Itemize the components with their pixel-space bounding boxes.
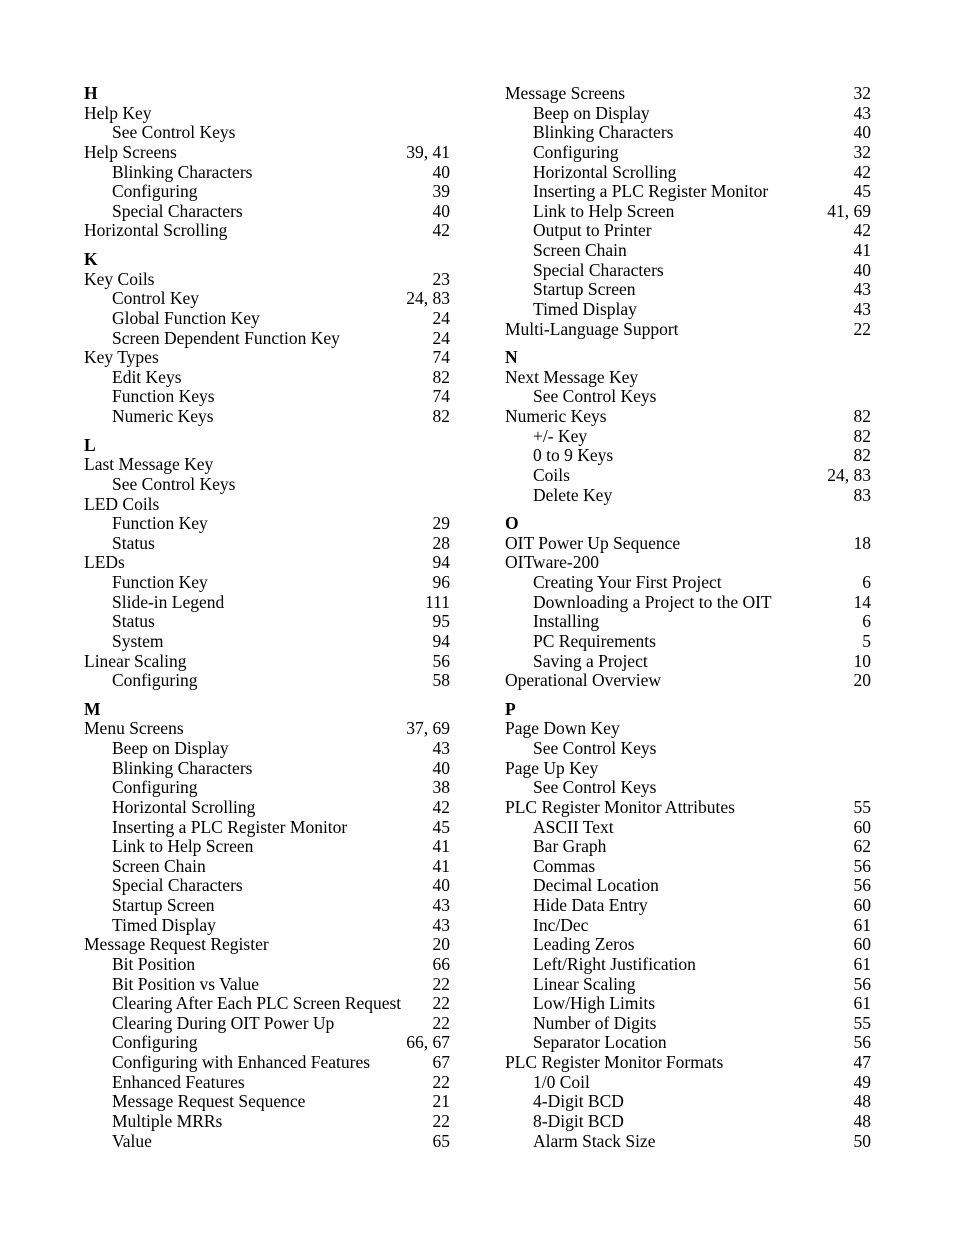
page-number: 20 bbox=[432, 934, 450, 955]
index-term: Blinking Characters bbox=[112, 161, 253, 182]
index-subentry bbox=[505, 896, 871, 916]
index-term: Bit Position bbox=[112, 953, 196, 974]
index-subentry bbox=[505, 202, 871, 222]
index-subentry bbox=[505, 104, 871, 124]
index-subentry bbox=[84, 593, 450, 613]
index-subentry bbox=[84, 1033, 450, 1053]
index-term: Operational Overview bbox=[505, 670, 661, 691]
index-term: See Control Keys bbox=[112, 473, 236, 494]
index-term: Screen Dependent Function Key bbox=[112, 327, 340, 348]
index-term: See Control Keys bbox=[112, 122, 236, 143]
index-entry bbox=[84, 104, 450, 124]
index-term: Link to Help Screen bbox=[533, 200, 675, 221]
index-term: Low/High Limits bbox=[533, 993, 656, 1014]
index-subentry bbox=[505, 261, 871, 281]
page-number: 60 bbox=[853, 895, 871, 915]
page-number: 74 bbox=[432, 347, 450, 368]
index-subentry bbox=[84, 1092, 450, 1112]
page-number: 37, 69 bbox=[406, 718, 450, 739]
index-term: Timed Display bbox=[112, 914, 216, 935]
index-term: Horizontal Scrolling bbox=[84, 220, 228, 241]
page-number: 6 bbox=[862, 611, 871, 632]
section-letter: P bbox=[505, 698, 516, 719]
page-number: 24, 83 bbox=[827, 464, 871, 485]
index-term: Configuring bbox=[112, 670, 198, 691]
index-subentry bbox=[84, 857, 450, 877]
index-subentry bbox=[84, 837, 450, 857]
page-number: 61 bbox=[853, 914, 871, 935]
index-subentry bbox=[84, 368, 450, 388]
index-subentry bbox=[505, 876, 871, 896]
page-number: 56 bbox=[853, 875, 871, 896]
index-term: ASCII Text bbox=[533, 816, 614, 837]
index-entry bbox=[84, 719, 450, 739]
page-number: 18 bbox=[853, 532, 871, 553]
page-number: 24, 83 bbox=[406, 288, 450, 309]
index-term: Help Key bbox=[84, 102, 152, 123]
index-term: Startup Screen bbox=[112, 895, 215, 915]
index-term: +/- Key bbox=[533, 425, 588, 446]
index-subentry bbox=[84, 975, 450, 995]
index-entry bbox=[505, 368, 871, 388]
index-subentry bbox=[505, 123, 871, 143]
index-term: Separator Location bbox=[533, 1032, 667, 1053]
index-subentry bbox=[84, 534, 450, 554]
index-subentry bbox=[505, 573, 871, 593]
index-term: Special Characters bbox=[112, 200, 243, 221]
index-term: Blinking Characters bbox=[533, 122, 674, 143]
page-number: 23 bbox=[432, 268, 450, 289]
page-number: 55 bbox=[853, 796, 871, 817]
index-entry bbox=[505, 759, 871, 779]
index-term: LEDs bbox=[84, 552, 125, 573]
index-entry bbox=[505, 798, 871, 818]
index-entry bbox=[505, 719, 871, 739]
index-term: Menu Screens bbox=[84, 718, 184, 739]
index-subentry bbox=[84, 896, 450, 916]
index-term: Configuring bbox=[112, 181, 198, 202]
index-subentry bbox=[505, 1132, 871, 1152]
page-number: 32 bbox=[853, 83, 871, 103]
index-subentry bbox=[84, 798, 450, 818]
index-subentry bbox=[505, 1073, 871, 1093]
index-term: Last Message Key bbox=[84, 454, 214, 475]
index-subentry bbox=[84, 123, 450, 143]
page-number: 82 bbox=[853, 406, 871, 426]
page-number: 29 bbox=[432, 513, 450, 534]
page-number: 94 bbox=[432, 630, 450, 651]
index-term: PC Requirements bbox=[533, 630, 656, 651]
index-subentry bbox=[505, 280, 871, 300]
page-number: 74 bbox=[432, 386, 450, 407]
index-subentry bbox=[84, 514, 450, 534]
index-subentry bbox=[84, 329, 450, 349]
index-term: Timed Display bbox=[533, 298, 637, 319]
index-term: Delete Key bbox=[533, 484, 613, 505]
page-number: 62 bbox=[853, 836, 871, 857]
index-subentry bbox=[84, 612, 450, 632]
index-term: Commas bbox=[533, 855, 596, 876]
index-subentry bbox=[84, 1014, 450, 1034]
page-number: 40 bbox=[853, 122, 871, 143]
index-subentry bbox=[505, 916, 871, 936]
index-term: Beep on Display bbox=[112, 738, 229, 758]
page-number: 56 bbox=[853, 973, 871, 994]
index-term: PLC Register Monitor Attributes bbox=[505, 796, 735, 817]
index-term: See Control Keys bbox=[533, 738, 657, 758]
index-term: Link to Help Screen bbox=[112, 836, 254, 857]
index-subentry bbox=[505, 387, 871, 407]
index-subentry bbox=[84, 632, 450, 652]
page-number: 40 bbox=[853, 259, 871, 280]
section-letter: M bbox=[84, 698, 101, 719]
page-number: 66, 67 bbox=[406, 1032, 450, 1053]
section-letter: H bbox=[84, 83, 98, 103]
page-number: 42 bbox=[853, 161, 871, 182]
index-term: Creating Your First Project bbox=[533, 572, 722, 592]
index-subentry bbox=[505, 739, 871, 759]
index-entry bbox=[505, 671, 871, 691]
index-subentry bbox=[84, 955, 450, 975]
index-term: Horizontal Scrolling bbox=[533, 161, 677, 182]
page-number: 45 bbox=[432, 816, 450, 837]
index-term: Enhanced Features bbox=[112, 1071, 245, 1092]
page-number: 14 bbox=[853, 591, 871, 612]
index-subentry bbox=[84, 202, 450, 222]
page-number: 22 bbox=[432, 1071, 450, 1092]
page-number: 24 bbox=[432, 307, 450, 328]
index-subentry bbox=[84, 1053, 450, 1073]
index-subentry bbox=[505, 163, 871, 183]
index-subentry bbox=[84, 876, 450, 896]
index-term: 8-Digit BCD bbox=[533, 1110, 624, 1131]
page-number: 42 bbox=[432, 220, 450, 241]
index-term: 0 to 9 Keys bbox=[533, 445, 614, 466]
index-entry bbox=[84, 221, 450, 241]
index-subentry bbox=[505, 1033, 871, 1053]
index-subentry bbox=[505, 300, 871, 320]
page-number: 43 bbox=[853, 298, 871, 319]
index-term: Message Screens bbox=[505, 83, 626, 103]
page-number: 43 bbox=[432, 914, 450, 935]
page-number: 42 bbox=[432, 796, 450, 817]
index-subentry bbox=[84, 309, 450, 329]
index-subentry bbox=[505, 143, 871, 163]
index-term: Key Types bbox=[84, 347, 159, 368]
index-term: Value bbox=[112, 1130, 152, 1151]
page-number: 24 bbox=[432, 327, 450, 348]
index-entry bbox=[84, 652, 450, 672]
index-term: Global Function Key bbox=[112, 307, 260, 328]
index-subentry bbox=[505, 778, 871, 798]
index-term: Bar Graph bbox=[533, 836, 607, 857]
index-entry bbox=[505, 407, 871, 427]
page-number: 49 bbox=[853, 1071, 871, 1092]
index-subentry bbox=[84, 671, 450, 691]
index-term: Decimal Location bbox=[533, 875, 659, 896]
index-term: Screen Chain bbox=[112, 855, 206, 876]
page-number: 42 bbox=[853, 220, 871, 241]
page-number: 43 bbox=[432, 738, 450, 758]
index-term: Control Key bbox=[112, 288, 200, 309]
index-subentry bbox=[505, 241, 871, 261]
index-term: Screen Chain bbox=[533, 240, 627, 260]
index-term: Alarm Stack Size bbox=[533, 1130, 656, 1151]
index-subentry bbox=[84, 1112, 450, 1132]
index-term: See Control Keys bbox=[533, 777, 657, 798]
index-subentry bbox=[84, 407, 450, 427]
index-term: Numeric Keys bbox=[112, 406, 214, 426]
index-subentry bbox=[84, 1132, 450, 1152]
index-term: Page Down Key bbox=[505, 718, 620, 739]
index-entry bbox=[84, 455, 450, 475]
index-term: Inserting a PLC Register Monitor bbox=[533, 181, 769, 202]
index-term: Edit Keys bbox=[112, 366, 182, 387]
index-subentry bbox=[505, 652, 871, 672]
page-number: 48 bbox=[853, 1091, 871, 1112]
index-term: Saving a Project bbox=[533, 650, 648, 671]
page-number: 22 bbox=[432, 1012, 450, 1033]
index-subentry bbox=[84, 916, 450, 936]
index-subentry bbox=[84, 163, 450, 183]
page-number: 94 bbox=[432, 552, 450, 573]
index-term: Configuring bbox=[533, 141, 619, 162]
page-number: 82 bbox=[432, 366, 450, 387]
index-subentry bbox=[505, 818, 871, 838]
index-subentry bbox=[505, 221, 871, 241]
page-number: 22 bbox=[432, 1110, 450, 1131]
page-number: 60 bbox=[853, 934, 871, 955]
index-subentry bbox=[84, 289, 450, 309]
page-number: 65 bbox=[432, 1130, 450, 1151]
index-term: Linear Scaling bbox=[84, 650, 187, 671]
index-term: Blinking Characters bbox=[112, 757, 253, 778]
page-number: 43 bbox=[432, 895, 450, 915]
index-subentry bbox=[505, 975, 871, 995]
section-letter: K bbox=[84, 249, 98, 269]
index-subentry bbox=[505, 935, 871, 955]
index-term: Configuring bbox=[112, 777, 198, 798]
index-subentry bbox=[84, 994, 450, 1014]
index-term: Function Key bbox=[112, 513, 208, 534]
index-term: Output to Printer bbox=[533, 220, 652, 241]
page-number: 5 bbox=[862, 630, 871, 651]
page-number: 40 bbox=[432, 200, 450, 221]
index-entry bbox=[84, 553, 450, 573]
page-number: 82 bbox=[853, 445, 871, 466]
index-entry bbox=[505, 534, 871, 554]
index-term: Bit Position vs Value bbox=[112, 973, 259, 994]
page-number: 21 bbox=[432, 1091, 450, 1112]
page-number: 58 bbox=[432, 670, 450, 691]
index-column-right bbox=[505, 84, 871, 1151]
index-subentry bbox=[84, 739, 450, 759]
page-number: 41 bbox=[432, 855, 450, 876]
index-subentry bbox=[84, 1073, 450, 1093]
page-number: 22 bbox=[853, 318, 871, 339]
index-term: Number of Digits bbox=[533, 1012, 657, 1033]
index-term: Leading Zeros bbox=[533, 934, 635, 955]
page-number: 39 bbox=[432, 181, 450, 202]
index-term: OITware-200 bbox=[505, 552, 600, 573]
page-number: 40 bbox=[432, 161, 450, 182]
index-term: Clearing During OIT Power Up bbox=[112, 1012, 335, 1033]
index-subentry bbox=[84, 573, 450, 593]
index-subentry bbox=[505, 837, 871, 857]
index-entry bbox=[84, 348, 450, 368]
page-number: 48 bbox=[853, 1110, 871, 1131]
index-subentry bbox=[505, 857, 871, 877]
section-letter: N bbox=[505, 347, 518, 368]
page-number: 22 bbox=[432, 973, 450, 994]
index-subentry bbox=[505, 466, 871, 486]
index-subentry bbox=[84, 182, 450, 202]
index-subentry bbox=[505, 632, 871, 652]
index-subentry bbox=[505, 994, 871, 1014]
page-number: 61 bbox=[853, 993, 871, 1014]
index-term: Slide-in Legend bbox=[112, 591, 225, 612]
index-entry bbox=[505, 1053, 871, 1073]
index-term: 4-Digit BCD bbox=[533, 1091, 624, 1112]
index-subentry bbox=[505, 593, 871, 613]
page-number: 41 bbox=[432, 836, 450, 857]
page-number: 45 bbox=[853, 181, 871, 202]
index-term: Function Key bbox=[112, 572, 208, 592]
index-term: Clearing After Each PLC Screen Request bbox=[112, 993, 402, 1014]
index-term: Configuring bbox=[112, 1032, 198, 1053]
page-number: 82 bbox=[853, 425, 871, 446]
index-term: Inc/Dec bbox=[533, 914, 589, 935]
index-entry bbox=[84, 935, 450, 955]
index-term: Configuring with Enhanced Features bbox=[112, 1052, 371, 1072]
index-term: See Control Keys bbox=[533, 386, 657, 407]
index-entry bbox=[505, 553, 871, 573]
index-subentry bbox=[84, 818, 450, 838]
page-number: 50 bbox=[853, 1130, 871, 1151]
index-term: Left/Right Justification bbox=[533, 953, 696, 974]
index-subentry bbox=[505, 1014, 871, 1034]
page-number: 82 bbox=[432, 406, 450, 426]
index-term: Downloading a Project to the OIT bbox=[533, 591, 772, 612]
page-number: 6 bbox=[862, 572, 871, 592]
index-entry bbox=[84, 495, 450, 515]
index-term: PLC Register Monitor Formats bbox=[505, 1052, 724, 1072]
index-term: System bbox=[112, 630, 164, 651]
page-number: 56 bbox=[853, 1032, 871, 1053]
index-term: Message Request Sequence bbox=[112, 1091, 306, 1112]
index-subentry bbox=[505, 955, 871, 975]
index-subentry bbox=[84, 778, 450, 798]
index-term: Inserting a PLC Register Monitor bbox=[112, 816, 348, 837]
index-subentry bbox=[84, 759, 450, 779]
index-term: Installing bbox=[533, 611, 600, 632]
section-letter: O bbox=[505, 513, 519, 534]
page-number: 43 bbox=[853, 279, 871, 300]
index-term: Special Characters bbox=[533, 259, 664, 280]
index-term: Next Message Key bbox=[505, 366, 639, 387]
index-subentry bbox=[505, 446, 871, 466]
index-subentry bbox=[505, 427, 871, 447]
index-subentry bbox=[84, 475, 450, 495]
index-term: Numeric Keys bbox=[505, 406, 607, 426]
index-term: OIT Power Up Sequence bbox=[505, 532, 681, 553]
page-number: 32 bbox=[853, 141, 871, 162]
index-entry bbox=[84, 143, 450, 163]
index-entry bbox=[84, 270, 450, 290]
index-subentry bbox=[505, 486, 871, 506]
page-number: 67 bbox=[432, 1052, 450, 1072]
index-term: Horizontal Scrolling bbox=[112, 796, 256, 817]
index-term: LED Coils bbox=[84, 493, 160, 514]
page-number: 40 bbox=[432, 875, 450, 896]
page-number: 39, 41 bbox=[406, 141, 450, 162]
index-subentry bbox=[505, 1112, 871, 1132]
index-term: 1/0 Coil bbox=[533, 1071, 590, 1092]
page-number: 61 bbox=[853, 953, 871, 974]
index-term: Multiple MRRs bbox=[112, 1110, 223, 1131]
index-term: Message Request Register bbox=[84, 934, 269, 955]
page-number: 55 bbox=[853, 1012, 871, 1033]
index-subentry bbox=[505, 612, 871, 632]
page-number: 60 bbox=[853, 816, 871, 837]
page-number: 43 bbox=[853, 102, 871, 123]
page-number: 96 bbox=[432, 572, 450, 592]
index-term: Page Up Key bbox=[505, 757, 599, 778]
index-subentry bbox=[505, 1092, 871, 1112]
index-entry bbox=[505, 84, 871, 104]
index-term: Startup Screen bbox=[533, 279, 636, 300]
page-number: 38 bbox=[432, 777, 450, 798]
page-number: 95 bbox=[432, 611, 450, 632]
page-number: 41, 69 bbox=[827, 200, 871, 221]
page-number: 111 bbox=[425, 591, 450, 612]
section-letter: L bbox=[84, 434, 96, 455]
page-number: 83 bbox=[853, 484, 871, 505]
page-number: 41 bbox=[853, 240, 871, 260]
index-term: Multi-Language Support bbox=[505, 318, 679, 339]
page-number: 56 bbox=[432, 650, 450, 671]
index-term: Status bbox=[112, 532, 155, 553]
index-term: Special Characters bbox=[112, 875, 243, 896]
index-term: Status bbox=[112, 611, 155, 632]
index-entry bbox=[505, 320, 871, 340]
index-term: Coils bbox=[533, 464, 570, 485]
page-number: 28 bbox=[432, 532, 450, 553]
page-number: 47 bbox=[853, 1052, 871, 1072]
index-column-left bbox=[84, 84, 450, 1151]
page-number: 56 bbox=[853, 855, 871, 876]
index-term: Beep on Display bbox=[533, 102, 650, 123]
page-number: 40 bbox=[432, 757, 450, 778]
index-term: Hide Data Entry bbox=[533, 895, 648, 915]
index-term: Function Keys bbox=[112, 386, 215, 407]
page-number: 20 bbox=[853, 670, 871, 691]
index-term: Help Screens bbox=[84, 141, 177, 162]
page-number: 66 bbox=[432, 953, 450, 974]
page-number: 10 bbox=[853, 650, 871, 671]
index-subentry bbox=[84, 387, 450, 407]
index-term: Linear Scaling bbox=[533, 973, 636, 994]
index-subentry bbox=[505, 182, 871, 202]
index-term: Key Coils bbox=[84, 268, 155, 289]
page-number: 22 bbox=[432, 993, 450, 1014]
